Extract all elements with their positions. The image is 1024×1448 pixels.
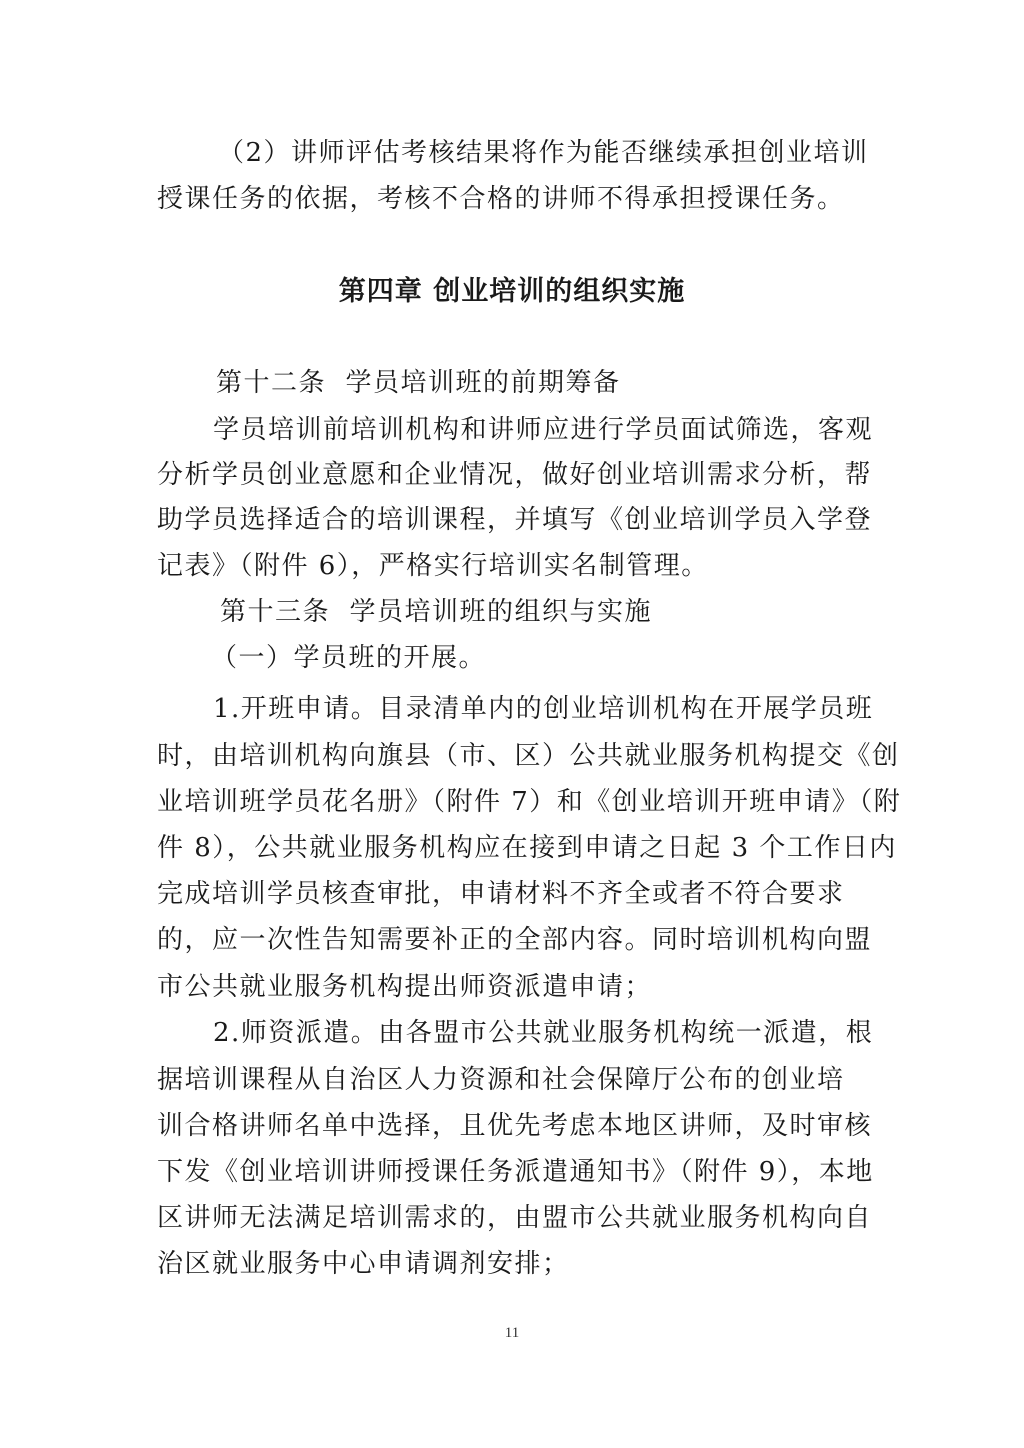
- body-line: （2）讲师评估考核结果将作为能否继续承担创业培训: [218, 138, 869, 168]
- body-line: 分析学员创业意愿和企业情况，做好创业培训需求分析，帮: [157, 460, 873, 490]
- body-line: 2.师资派遣。由各盟市公共就业服务机构统一派遣，根: [213, 1018, 874, 1048]
- chapter-title: 第四章 创业培训的组织实施: [338, 276, 686, 307]
- sub-item-heading: （一）学员班的开展。: [211, 643, 487, 673]
- body-line: 完成培训学员核查审批，申请材料不齐全或者不符合要求: [157, 879, 845, 909]
- body-line: 治区就业服务中心申请调剂安排；: [157, 1249, 570, 1279]
- body-line: 的，应一次性告知需要补正的全部内容。同时培训机构向盟: [157, 925, 873, 955]
- article-13-title: 第十三条 学员培训班的组织与实施: [220, 597, 653, 627]
- body-line: 下发《创业培训讲师授课任务派遣通知书》（附件 9），本地: [157, 1157, 874, 1187]
- body-line: 市公共就业服务机构提出师资派遣申请；: [157, 972, 653, 1002]
- body-line: 时，由培训机构向旗县（市、区）公共就业服务机构提交《创: [157, 741, 900, 771]
- body-line: 件 8），公共就业服务机构应在接到申请之日起 3 个工作日内: [157, 833, 897, 863]
- body-line: 据培训课程从自治区人力资源和社会保障厅公布的创业培: [157, 1065, 845, 1095]
- body-line: 1.开班申请。目录清单内的创业培训机构在开展学员班: [213, 694, 874, 724]
- body-line: 学员培训前培训机构和讲师应进行学员面试筛选，客观: [213, 415, 874, 445]
- body-line: 训合格讲师名单中选择，且优先考虑本地区讲师，及时审核: [157, 1111, 873, 1141]
- body-line: 助学员选择适合的培训课程，并填写《创业培训学员入学登: [157, 505, 873, 535]
- page-number: 11: [504, 1325, 520, 1341]
- body-line: 业培训班学员花名册》（附件 7）和《创业培训开班申请》（附: [157, 787, 902, 817]
- article-12-title: 第十二条 学员培训班的前期筹备: [216, 368, 621, 398]
- body-line: 记表》（附件 6），严格实行培训实名制管理。: [157, 551, 709, 581]
- body-line: 区讲师无法满足培训需求的，由盟市公共就业服务机构向自: [157, 1203, 873, 1233]
- body-line: 授课任务的依据，考核不合格的讲师不得承担授课任务。: [157, 184, 845, 214]
